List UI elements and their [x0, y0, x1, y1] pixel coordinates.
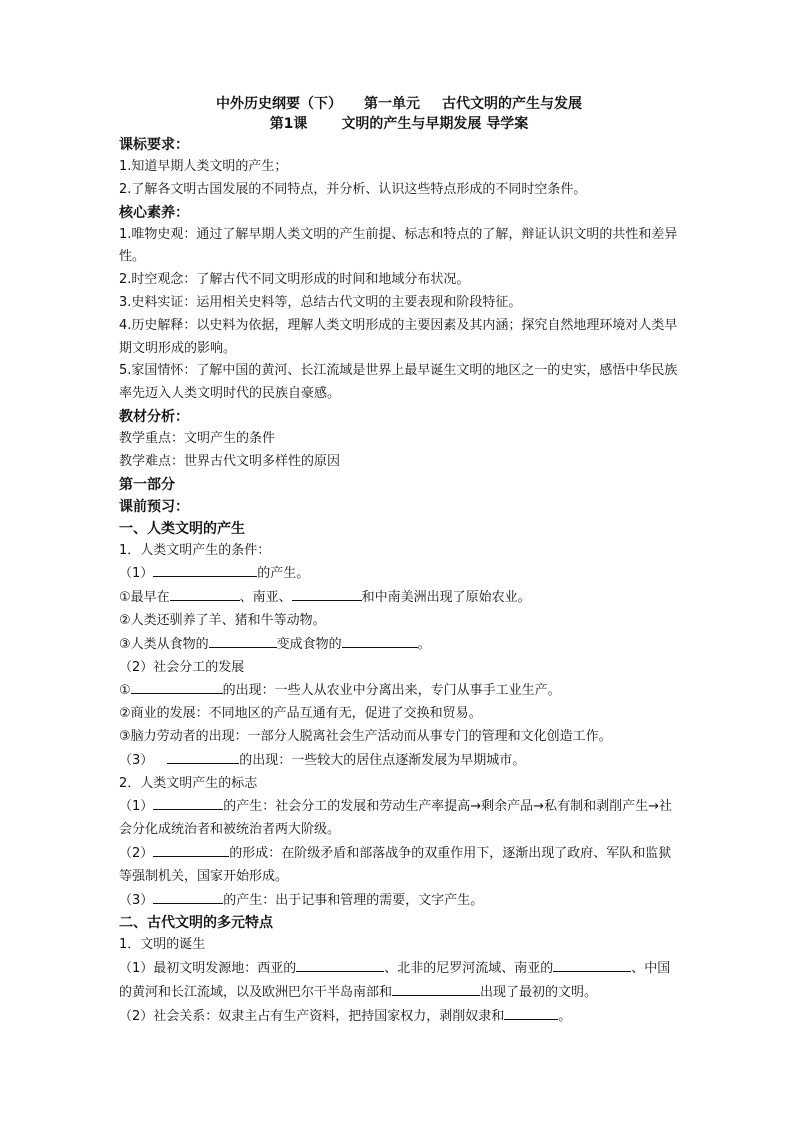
course-name: 中外历史纲要（下） [216, 96, 342, 112]
fill-line: （3） 的出现：一些较大的居住点逐渐发展为早期城市。 [119, 749, 679, 773]
unit-topic: 古代文明的产生与发展 [442, 96, 582, 112]
fill-paragraph: （2） 的形成：在阶级矛盾和部落战争的双重作用下，逐渐出现了政府、军队和监狱等强制机关，国家开始形成。 [119, 842, 679, 889]
fill-line: （3） 的产生：出于记事和管理的需要，文字产生。 [119, 889, 679, 913]
section2-title: 二、古代文明的多元特点 [119, 915, 273, 932]
list-item: ②商业的发展：不同地区的产品互通有无，促进了交换和贸易。 [119, 706, 482, 722]
answer-blank[interactable] [153, 889, 223, 904]
key-point: 教学重点：文明产生的条件 [119, 430, 276, 446]
answer-blank[interactable] [167, 749, 239, 764]
answer-blank[interactable] [553, 957, 631, 972]
subsection-title: 1．文明的诞生 [119, 937, 206, 953]
answer-blank[interactable] [153, 562, 257, 577]
literacy-item: 3.史料实证：运用相关史料等，总结古代文明的主要表现和阶段特征。 [119, 294, 522, 310]
literacy-item: 1.唯物史观：通过了解早期人类文明的产生前提、标志和特点的了解，辩证认识文明的共性和差异性。 [119, 226, 678, 265]
fill-line: （1） 的产生。 [119, 562, 679, 586]
document-title-line2 [119, 114, 679, 134]
lesson-title: 文明的产生与早期发展 导学案 [341, 116, 529, 132]
fill-line: ①最早在 、南亚、 和中南美洲出现了原始农业。 [119, 586, 679, 610]
curriculum-item: 2.了解各文明古国发展的不同特点，并分析、认识这些特点形成的不同时空条件。 [119, 181, 587, 197]
literacy-heading: 核心素养： [119, 204, 189, 221]
fill-line: ① 的出现：一些人从农业中分离出来，专门从事手工业生产。 [119, 679, 679, 703]
fill-paragraph: （1） 的产生：社会分工的发展和劳动生产率提高→剩余产品→私有制和剥削产生→社会分化成统治者和被统治者两大阶级。 [119, 795, 679, 842]
list-item: ②人类还驯养了羊、猪和牛等动物。 [119, 612, 326, 628]
analysis-heading: 教材分析： [119, 408, 189, 425]
lesson-number: 第1课 [269, 116, 308, 132]
literacy-item: 5.家国情怀：了解中国的黄河、长江流域是世界上最早诞生文明的地区之一的史实，感悟中华民族率先迈入人类文明时代的民族自豪感。 [119, 363, 678, 402]
unit-name: 第一单元 [364, 96, 420, 112]
answer-blank[interactable] [153, 795, 223, 810]
preview-heading: 课前预习： [119, 498, 189, 515]
literacy-item: 4.历史解释：以史料为依据，理解人类文明形成的主要因素及其内涵；探究自然地理环境对人类早期文明形成的影响。 [119, 317, 678, 356]
subsection-title: 2．人类文明产生的标志 [119, 775, 258, 791]
section1-title: 一、人类文明的产生 [119, 520, 245, 537]
document-page [119, 94, 679, 1029]
answer-blank[interactable] [170, 586, 240, 601]
fill-paragraph: （1）最初文明发源地：西亚的 、北非的尼罗河流域、南亚的 、中国的黄河和长江流域，以及欧洲巴尔干半岛南部和 出现了最初的文明。 [119, 957, 679, 1005]
answer-blank[interactable] [209, 633, 277, 648]
answer-blank[interactable] [131, 679, 223, 694]
curriculum-heading: 课标要求： [119, 137, 189, 153]
subsection-title: （2）社会分工的发展 [119, 659, 245, 675]
literacy-item: 2.时空观念：了解古代不同文明形成的时间和地域分布状况。 [119, 272, 470, 288]
fill-line: ③人类从食物的 变成食物的 。 [119, 633, 679, 657]
curriculum-item: 1.知道早期人类文明的产生； [119, 159, 288, 174]
answer-blank[interactable] [153, 842, 229, 857]
document-title-line1 [119, 94, 679, 114]
difficult-point: 教学难点：世界古代文明多样性的原因 [119, 453, 341, 469]
subsection-title: 1．人类文明产生的条件： [119, 542, 271, 558]
answer-blank[interactable] [292, 586, 362, 601]
answer-blank[interactable] [342, 633, 418, 648]
fill-line: （2）社会关系：奴隶主占有生产资料，把持国家权力，剥削奴隶和 。 [119, 1005, 679, 1029]
answer-blank[interactable] [504, 1005, 558, 1020]
part1-heading: 第一部分 [119, 476, 175, 493]
answer-blank[interactable] [392, 981, 480, 996]
list-item: ③脑力劳动者的出现：一部分人脱离社会生产活动而从事专门的管理和文化创造工作。 [119, 728, 612, 744]
answer-blank[interactable] [296, 957, 384, 972]
